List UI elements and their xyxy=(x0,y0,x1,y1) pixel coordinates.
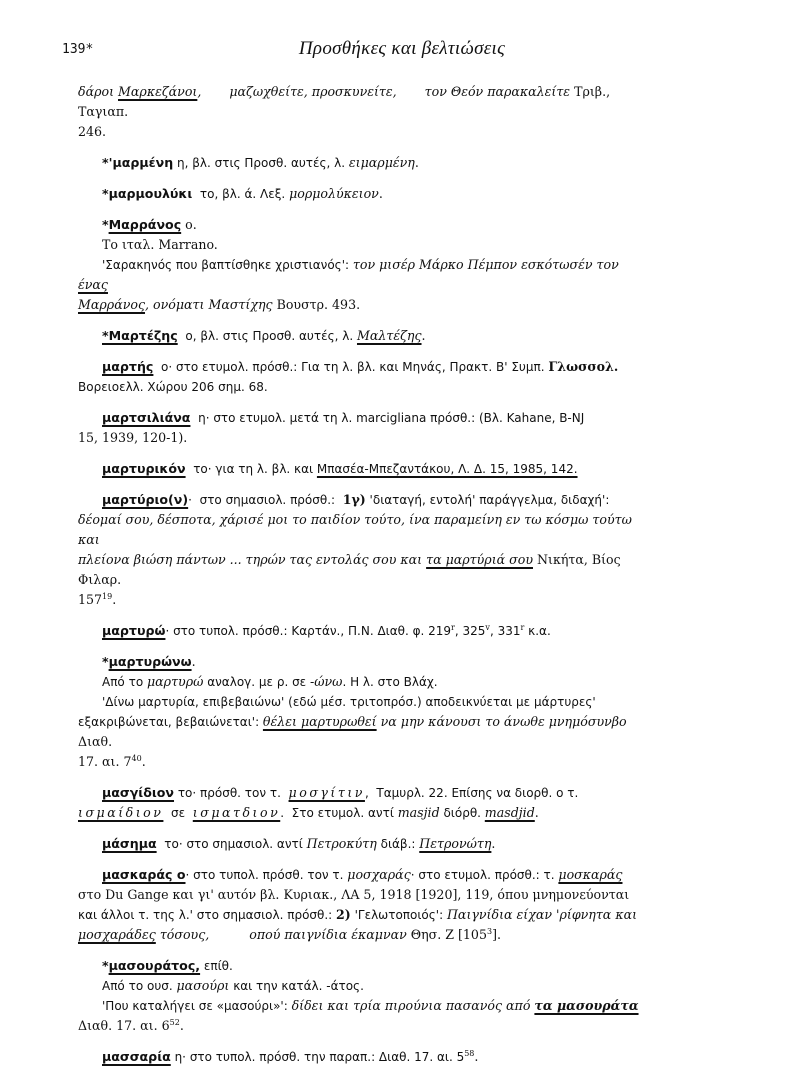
text-segment: το· για τη λ. βλ. και xyxy=(185,462,317,476)
text-segment: -ώνω xyxy=(309,674,343,689)
superscript: r xyxy=(520,622,525,632)
text-segment: τα μαρτύριά σου xyxy=(426,552,533,567)
text-segment: Θησ. Ζ [105 xyxy=(410,927,487,942)
entry-line xyxy=(78,295,644,315)
text-segment: μαρτυρώ xyxy=(146,674,204,689)
entry-line xyxy=(78,235,644,255)
dictionary-entry xyxy=(78,82,644,142)
text-segment: * xyxy=(102,958,109,973)
text-segment: εξακριβώνεται, βεβαιώνεται': xyxy=(78,715,263,729)
text-segment: . xyxy=(421,328,426,343)
text-segment: η· στο ετυμολ. μετά τη λ. marcigliana πρόσθ.: (Βλ. Kahane, B-NJ xyxy=(190,411,585,425)
text-segment: . xyxy=(112,592,117,607)
entry-line xyxy=(78,490,644,510)
entry-line xyxy=(78,905,644,925)
entry-line xyxy=(78,459,644,479)
text-segment: και άλλοι τ. της λ.' στο σημασιολ. πρόσθ.: xyxy=(78,908,337,922)
entry-line xyxy=(78,752,644,772)
entry-line xyxy=(78,428,644,448)
text-segment: *μαρμουλύκι xyxy=(102,186,193,201)
text-segment: μασγίδιον xyxy=(102,785,175,800)
text-segment: μάσημα xyxy=(102,836,157,851)
entry-line xyxy=(78,590,644,610)
text-segment: . xyxy=(179,1018,184,1033)
text-segment: Μαρράνος xyxy=(108,217,182,232)
text-segment: . Η λ. στο Βλάχ. xyxy=(342,675,438,689)
text-segment: 1γ) xyxy=(342,492,366,507)
dictionary-entry xyxy=(78,652,644,772)
text-segment: ο. xyxy=(181,217,197,232)
text-segment: δέομαί σου, δέσποτα, χάρισέ μοι το παιδίον τούτο, ίνα παραμείνη εν τω κόσμω τούτω και xyxy=(78,512,636,547)
text-segment: μορμολύκειον xyxy=(289,186,379,201)
entry-line xyxy=(78,652,644,672)
text-segment: · στο τυπολ. πρόσθ.: Καρτάν., Π.Ν. Διαθ. φ. 219 xyxy=(165,624,452,638)
text-segment: . xyxy=(378,186,383,201)
text-segment: τόσους, οπού παιγνίδια έκαμναν xyxy=(155,927,411,942)
text-segment: κ.α. xyxy=(524,624,551,638)
text-segment: μασουράτος, xyxy=(108,958,201,973)
text-segment: μαρτύριο(ν) xyxy=(102,492,189,507)
superscript: 19 xyxy=(102,591,113,601)
text-segment: Πετροκύτη xyxy=(306,836,377,851)
dictionary-entry xyxy=(78,1047,644,1067)
text-segment: Διαθ. 17. αι. 6 xyxy=(78,1018,170,1033)
text-segment: μασσαρία xyxy=(102,1049,171,1064)
text-segment: δάροι xyxy=(78,84,119,99)
text-segment: το, βλ. ά. Λεξ. xyxy=(192,187,290,201)
text-segment: , ονόματι Μαστίχης xyxy=(145,297,277,312)
text-segment: ένας xyxy=(78,277,108,292)
entry-line xyxy=(78,377,644,397)
text-segment: ]. xyxy=(492,927,501,942)
text-segment: masjid xyxy=(397,805,440,820)
text-segment: μαρτυρώνω xyxy=(108,654,192,669)
text-segment: στο Du Gange και γι' αυτόν βλ. Κυριακ., ΛΑ 5, 1918 [1920], 119, όπου μνημονεύονται xyxy=(78,887,630,902)
text-segment: * xyxy=(102,217,109,232)
text-segment: . xyxy=(474,1049,479,1064)
superscript: 3 xyxy=(486,926,493,936)
text-segment: Βορειοελλ. Χώρου 206 σημ. 68. xyxy=(78,380,268,394)
dictionary-entry xyxy=(78,184,644,204)
text-segment: Νικήτα, Βίος Φιλαρ. xyxy=(78,552,625,587)
entry-line xyxy=(78,82,644,122)
entry-line xyxy=(78,803,644,823)
entry-line xyxy=(78,1016,644,1036)
text-segment: Μαρκεζάνοι xyxy=(118,84,198,99)
text-segment: ο· στο ετυμολ. πρόσθ.: Για τη λ. βλ. και Μηνάς, Πρακτ. Β' Συμπ. xyxy=(153,360,549,374)
text-segment: 'Σαρακηνός που βαπτίσθηκε χριστιανός': xyxy=(102,258,353,272)
text-segment: 246. xyxy=(78,124,107,139)
text-segment: μαρτής xyxy=(102,359,154,374)
entry-line xyxy=(78,621,644,641)
entry-line xyxy=(78,865,644,885)
entry-line xyxy=(78,357,644,377)
superscript: 40 xyxy=(131,753,142,763)
dictionary-entry xyxy=(78,783,644,823)
dictionary-entry xyxy=(78,215,644,315)
text-segment: 17. αι. 7 xyxy=(78,754,132,769)
text-segment: Παιγνίδια είχαν 'ρίφνητα και xyxy=(446,907,638,922)
text-segment: *'μαρμένη xyxy=(102,155,174,170)
entry-line xyxy=(78,153,644,173)
dictionary-entry xyxy=(78,834,644,854)
text-segment: το· στο σημασιολ. αντί xyxy=(156,837,307,851)
text-segment: να μην κάνουσι το άνωθε μνημόσυνβο xyxy=(376,714,631,729)
text-segment: 'διαταγή, εντολή' παράγγελμα, διδαχή': xyxy=(365,493,610,507)
text-segment: μαρτυρώ xyxy=(102,623,166,638)
text-segment: . xyxy=(491,836,496,851)
text-segment: , 331 xyxy=(489,624,521,638)
text-segment: διόρθ. xyxy=(439,806,485,820)
text-segment: θέλει μαρτυρωθεί xyxy=(262,714,377,729)
entry-line xyxy=(78,834,644,854)
text-segment: . xyxy=(141,754,146,769)
text-segment: . xyxy=(414,155,419,170)
text-segment: 2) xyxy=(336,907,351,922)
text-segment: ο, βλ. στις Προσθ. αυτές, λ. xyxy=(177,329,357,343)
text-segment: masdjid xyxy=(484,805,535,820)
text-segment: ισματδιον xyxy=(192,805,281,820)
entry-line xyxy=(78,996,644,1016)
text-segment: Από το ουσ. xyxy=(102,979,177,993)
text-segment: 'Γελωτοποιός': xyxy=(350,908,447,922)
text-segment: ισμαίδιον xyxy=(78,805,164,820)
text-segment: , 325 xyxy=(454,624,486,638)
text-segment: Διαθ. xyxy=(78,734,113,749)
text-segment: επίθ. xyxy=(200,959,233,973)
entry-line xyxy=(78,712,644,752)
dictionary-entry xyxy=(78,326,644,346)
text-segment: μασούρι xyxy=(176,978,230,993)
text-segment: , Ταμυρλ. 22. Επίσης να διορθ. ο τ. xyxy=(364,786,579,800)
text-segment: . xyxy=(534,805,539,820)
entry-line xyxy=(78,672,644,692)
entry-line xyxy=(78,408,644,428)
text-segment: · στο ετυμολ. πρόσθ.: τ. xyxy=(410,868,559,882)
text-segment: Τριβ., Ταγιαπ. xyxy=(78,84,615,119)
entry-line xyxy=(78,550,644,590)
text-segment: Γλωσσολ. xyxy=(548,359,619,374)
entry-line xyxy=(78,122,644,142)
text-segment: μοσχαράδες xyxy=(78,927,156,942)
superscript: v xyxy=(485,622,490,632)
text-segment: Πετρονώτη xyxy=(419,836,492,851)
text-segment: μοσχαράς xyxy=(347,867,411,882)
entry-line xyxy=(78,215,644,235)
text-segment: , μαζωχθείτε, προσκυνείτε, τον Θεόν παρακαλείτε xyxy=(197,84,575,99)
dictionary-entry xyxy=(78,865,644,945)
text-segment: τον μισέρ Μάρκο Πέμπον εσκότωσέν τον xyxy=(352,257,623,272)
text-segment: 157 xyxy=(78,592,103,607)
text-segment: 'Που καταλήγει σε «μασούρι»': xyxy=(102,999,292,1013)
text-segment: Μπασέα-Μπεζαντάκου, Λ. Δ. 15, 1985, 142. xyxy=(316,462,578,476)
text-segment: 'Δίνω μαρτυρία, επιβεβαιώνω' (εδώ μέσ. τριτοπρόσ.) αποδεικνύεται με μάρτυρες' xyxy=(102,695,596,709)
text-segment: μαρτυρικόν xyxy=(102,461,186,476)
entry-line xyxy=(78,1047,644,1067)
entry-line xyxy=(78,692,644,712)
text-segment: Από το xyxy=(102,675,147,689)
text-segment: πλείονα βιώση πάντων ... τηρών τας εντολάς σου και xyxy=(78,552,427,567)
text-segment: μοσγίτιν xyxy=(288,785,365,800)
text-segment: . Στο ετυμολ. αντί xyxy=(280,806,398,820)
entry-line xyxy=(78,184,644,204)
page-header xyxy=(62,38,742,62)
text-segment: Βουστρ. 493. xyxy=(276,297,361,312)
text-segment: . xyxy=(191,654,196,669)
text-segment: η· στο τυπολ. πρόσθ. την παραπ.: Διαθ. 17. αι. 5 xyxy=(170,1050,465,1064)
text-segment: μοσκαράς xyxy=(558,867,623,882)
text-segment: μαρτσιλιάνα xyxy=(102,410,191,425)
entries-column xyxy=(78,82,644,1078)
text-segment: σε xyxy=(163,806,193,820)
text-segment: 15, 1939, 120-1). xyxy=(78,430,188,445)
entry-line xyxy=(78,885,644,905)
page-title: Προσθήκες και βελτιώσεις xyxy=(298,38,506,59)
entry-line xyxy=(78,326,644,346)
entry-line xyxy=(78,783,644,803)
text-segment: το· πρόσθ. τον τ. xyxy=(174,786,289,800)
text-segment: δίδει και τρία πιρούνια πασανός από xyxy=(291,998,535,1013)
text-segment: και την κατάλ. -άτος. xyxy=(229,979,364,993)
text-segment: τα μασουράτα xyxy=(534,998,639,1013)
dictionary-entry xyxy=(78,621,644,641)
text-segment: Το ιταλ. Marrano. xyxy=(102,237,218,252)
dictionary-entry xyxy=(78,459,644,479)
dictionary-entry xyxy=(78,153,644,173)
entry-line xyxy=(78,510,644,550)
dictionary-entry xyxy=(78,956,644,1036)
text-segment: η, βλ. στις Προσθ. αυτές, λ. xyxy=(173,156,349,170)
text-segment: ειμαρμένη xyxy=(348,155,415,170)
superscript: r xyxy=(451,622,455,632)
text-segment: διάβ.: xyxy=(376,837,420,851)
text-segment: · στο σημασιολ. πρόσθ.: xyxy=(188,493,343,507)
dictionary-entry xyxy=(78,357,644,397)
text-segment: μασκαράς ο xyxy=(102,867,186,882)
dictionary-entry xyxy=(78,490,644,610)
text-segment: Μαλτέζης xyxy=(356,328,422,343)
text-segment: αναλογ. με ρ. σε xyxy=(203,675,310,689)
text-segment: Μαρράνος xyxy=(78,297,146,312)
text-segment: · στο τυπολ. πρόσθ. τον τ. xyxy=(185,868,348,882)
entry-line xyxy=(78,956,644,976)
superscript: 52 xyxy=(169,1017,180,1027)
dictionary-entry xyxy=(78,408,644,448)
entry-line xyxy=(78,976,644,996)
page-number: 139* xyxy=(62,42,94,57)
text-segment: * xyxy=(102,654,109,669)
superscript: 58 xyxy=(464,1048,475,1058)
entry-line xyxy=(78,925,644,945)
entry-line xyxy=(78,255,644,295)
text-segment: *Μαρτέζης xyxy=(102,328,178,343)
